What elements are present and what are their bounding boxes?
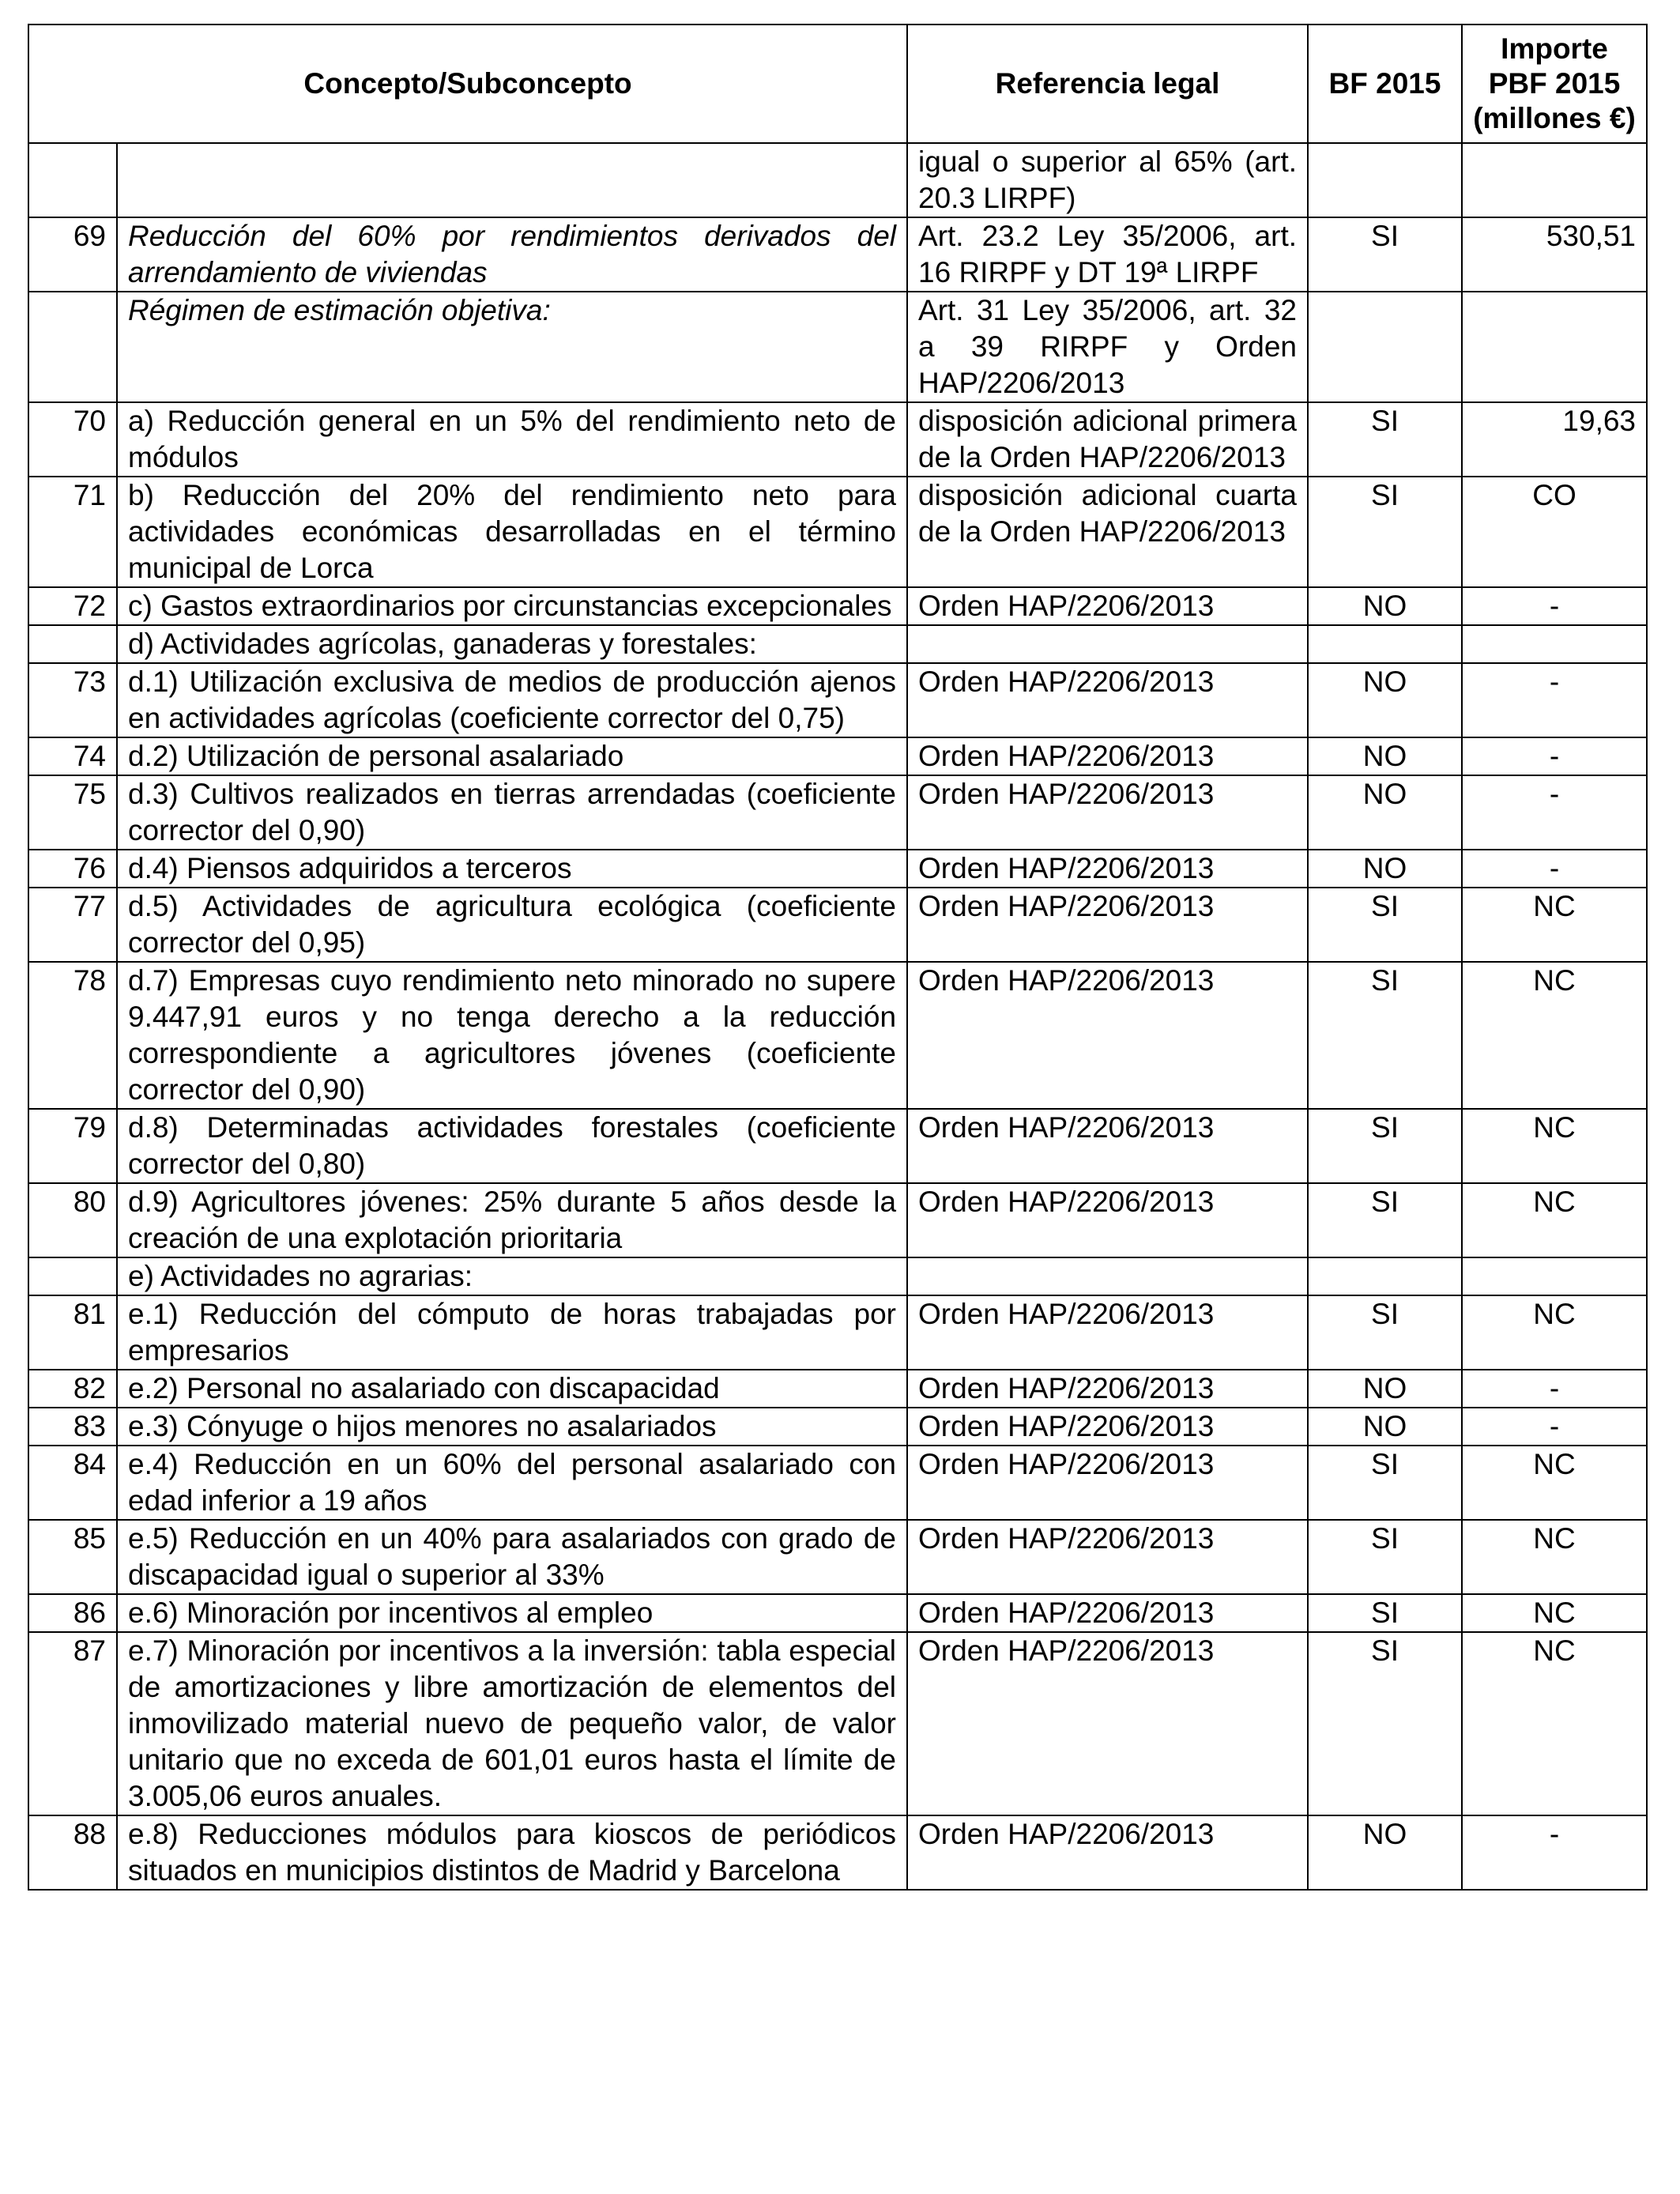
- table-row: [28, 1446, 1647, 1520]
- header-concept: Concepto/Subconcepto: [28, 25, 907, 143]
- bf-2015-cell: SI: [1308, 477, 1462, 587]
- legal-reference-cell: igual o superior al 65% (art. 20.3 LIRPF): [907, 143, 1308, 217]
- row-number: 72: [28, 587, 117, 625]
- row-number: 73: [28, 663, 117, 737]
- row-number: 85: [28, 1520, 117, 1594]
- row-number: [28, 625, 117, 663]
- legal-reference-cell: Orden HAP/2206/2013: [907, 1370, 1308, 1408]
- row-number: 79: [28, 1109, 117, 1183]
- row-number: 75: [28, 775, 117, 850]
- row-number: 81: [28, 1295, 117, 1370]
- amount-cell: NC: [1462, 1632, 1647, 1815]
- legal-reference-cell: Orden HAP/2206/2013: [907, 850, 1308, 888]
- amount-cell: NC: [1462, 1295, 1647, 1370]
- table-row: [28, 850, 1647, 888]
- bf-2015-cell: SI: [1308, 217, 1462, 292]
- concept-cell: e.3) Cónyuge o hijos menores no asalariados: [117, 1408, 907, 1446]
- amount-cell: NC: [1462, 888, 1647, 962]
- legal-reference-cell: Orden HAP/2206/2013: [907, 1295, 1308, 1370]
- bf-2015-cell: SI: [1308, 1520, 1462, 1594]
- amount-cell: [1462, 1257, 1647, 1295]
- table-row: [28, 1257, 1647, 1295]
- legal-reference-cell: Orden HAP/2206/2013: [907, 587, 1308, 625]
- row-number: 76: [28, 850, 117, 888]
- concept-cell: d) Actividades agrícolas, ganaderas y forestales:: [117, 625, 907, 663]
- concept-cell: e.5) Reducción en un 40% para asalariados con grado de discapacidad igual o superior al 33%: [117, 1520, 907, 1594]
- concept-cell: e.1) Reducción del cómputo de horas trabajadas por empresarios: [117, 1295, 907, 1370]
- bf-2015-cell: NO: [1308, 1815, 1462, 1890]
- row-number: 82: [28, 1370, 117, 1408]
- bf-2015-cell: NO: [1308, 737, 1462, 775]
- table-row: [28, 402, 1647, 477]
- amount-cell: NC: [1462, 1446, 1647, 1520]
- table-row: [28, 1370, 1647, 1408]
- table-row: [28, 143, 1647, 217]
- row-number: [28, 1257, 117, 1295]
- header-amount: Importe PBF 2015 (millones €): [1462, 25, 1647, 143]
- amount-cell: -: [1462, 1408, 1647, 1446]
- bf-2015-cell: [1308, 625, 1462, 663]
- bf-2015-cell: SI: [1308, 888, 1462, 962]
- row-number: 80: [28, 1183, 117, 1257]
- legal-reference-cell: Art. 31 Ley 35/2006, art. 32 a 39 RIRPF y Orden HAP/2206/2013: [907, 292, 1308, 402]
- legal-reference-cell: Orden HAP/2206/2013: [907, 1446, 1308, 1520]
- row-number: 84: [28, 1446, 117, 1520]
- table-row: [28, 1183, 1647, 1257]
- amount-cell: -: [1462, 737, 1647, 775]
- table-body: [28, 143, 1647, 1890]
- table-row: [28, 587, 1647, 625]
- legal-reference-cell: Orden HAP/2206/2013: [907, 775, 1308, 850]
- amount-cell: [1462, 143, 1647, 217]
- table-row: [28, 1109, 1647, 1183]
- amount-cell: -: [1462, 587, 1647, 625]
- table-row: [28, 625, 1647, 663]
- bf-2015-cell: NO: [1308, 1370, 1462, 1408]
- amount-cell: NC: [1462, 1520, 1647, 1594]
- row-number: 83: [28, 1408, 117, 1446]
- table-header-row: [28, 25, 1647, 143]
- concept-cell: d.3) Cultivos realizados en tierras arrendadas (coeficiente corrector del 0,90): [117, 775, 907, 850]
- concept-cell: d.1) Utilización exclusiva de medios de producción ajenos en actividades agrícolas (coeficiente corrector del 0,75): [117, 663, 907, 737]
- bf-2015-cell: NO: [1308, 850, 1462, 888]
- concept-cell: d.9) Agricultores jóvenes: 25% durante 5 años desde la creación de una explotación prioritaria: [117, 1183, 907, 1257]
- table-row: [28, 737, 1647, 775]
- amount-cell: -: [1462, 1815, 1647, 1890]
- table-row: [28, 1295, 1647, 1370]
- bf-2015-cell: NO: [1308, 663, 1462, 737]
- table-row: [28, 1408, 1647, 1446]
- legal-reference-cell: Orden HAP/2206/2013: [907, 888, 1308, 962]
- row-number: 70: [28, 402, 117, 477]
- amount-cell: CO: [1462, 477, 1647, 587]
- bf-2015-cell: SI: [1308, 1446, 1462, 1520]
- bf-2015-cell: [1308, 292, 1462, 402]
- amount-cell: NC: [1462, 1109, 1647, 1183]
- legal-reference-cell: Orden HAP/2206/2013: [907, 1408, 1308, 1446]
- bf-2015-cell: SI: [1308, 1594, 1462, 1632]
- legal-reference-cell: Orden HAP/2206/2013: [907, 962, 1308, 1109]
- bf-2015-cell: SI: [1308, 962, 1462, 1109]
- legal-reference-cell: [907, 625, 1308, 663]
- amount-cell: NC: [1462, 1183, 1647, 1257]
- legal-reference-cell: Orden HAP/2206/2013: [907, 1815, 1308, 1890]
- bf-2015-cell: [1308, 1257, 1462, 1295]
- table-row: [28, 1594, 1647, 1632]
- legal-reference-cell: disposición adicional cuarta de la Orden HAP/2206/2013: [907, 477, 1308, 587]
- table-row: [28, 888, 1647, 962]
- bf-2015-cell: SI: [1308, 1632, 1462, 1815]
- legal-reference-cell: Orden HAP/2206/2013: [907, 1109, 1308, 1183]
- concept-cell: c) Gastos extraordinarios por circunstancias excepcionales: [117, 587, 907, 625]
- amount-cell: [1462, 292, 1647, 402]
- header-legal-reference: Referencia legal: [907, 25, 1308, 143]
- amount-cell: NC: [1462, 962, 1647, 1109]
- amount-cell: -: [1462, 663, 1647, 737]
- bf-2015-cell: NO: [1308, 1408, 1462, 1446]
- row-number: [28, 292, 117, 402]
- table-row: [28, 775, 1647, 850]
- bf-2015-cell: NO: [1308, 587, 1462, 625]
- row-number: [28, 143, 117, 217]
- legal-reference-cell: [907, 1257, 1308, 1295]
- amount-cell: 19,63: [1462, 402, 1647, 477]
- table-row: [28, 663, 1647, 737]
- table-row: [28, 962, 1647, 1109]
- concept-cell: e.8) Reducciones módulos para kioscos de periódicos situados en municipios distintos de Madrid y Barcelona: [117, 1815, 907, 1890]
- bf-2015-cell: SI: [1308, 1183, 1462, 1257]
- concept-cell: d.5) Actividades de agricultura ecológica (coeficiente corrector del 0,95): [117, 888, 907, 962]
- row-number: 88: [28, 1815, 117, 1890]
- legal-reference-cell: Orden HAP/2206/2013: [907, 1632, 1308, 1815]
- concept-cell: Régimen de estimación objetiva:: [117, 292, 907, 402]
- row-number: 74: [28, 737, 117, 775]
- legal-reference-cell: Orden HAP/2206/2013: [907, 1183, 1308, 1257]
- table-row: [28, 1815, 1647, 1890]
- concept-cell: a) Reducción general en un 5% del rendimiento neto de módulos: [117, 402, 907, 477]
- concept-cell: b) Reducción del 20% del rendimiento neto para actividades económicas desarrolladas en el término municipal de Lorca: [117, 477, 907, 587]
- legal-reference-cell: Orden HAP/2206/2013: [907, 737, 1308, 775]
- table-row: [28, 477, 1647, 587]
- table-row: [28, 292, 1647, 402]
- table-row: [28, 1632, 1647, 1815]
- concept-cell: d.8) Determinadas actividades forestales (coeficiente corrector del 0,80): [117, 1109, 907, 1183]
- legal-reference-cell: Orden HAP/2206/2013: [907, 1594, 1308, 1632]
- row-number: 87: [28, 1632, 117, 1815]
- bf-2015-cell: NO: [1308, 775, 1462, 850]
- concept-cell: e) Actividades no agrarias:: [117, 1257, 907, 1295]
- legal-reference-cell: Orden HAP/2206/2013: [907, 663, 1308, 737]
- bf-2015-cell: [1308, 143, 1462, 217]
- concept-cell: e.7) Minoración por incentivos a la inversión: tabla especial de amortizaciones y libre amortización de elementos del inmovilizado material nuevo de pequeño valor, de valor unitario que no exceda de 601,01 euros hasta el límite de 3.005,06 euros anuales.: [117, 1632, 907, 1815]
- legal-reference-cell: Orden HAP/2206/2013: [907, 1520, 1308, 1594]
- amount-cell: 530,51: [1462, 217, 1647, 292]
- amount-cell: NC: [1462, 1594, 1647, 1632]
- amount-cell: [1462, 625, 1647, 663]
- row-number: 86: [28, 1594, 117, 1632]
- table-row: [28, 217, 1647, 292]
- concept-cell: d.4) Piensos adquiridos a terceros: [117, 850, 907, 888]
- row-number: 71: [28, 477, 117, 587]
- amount-cell: -: [1462, 1370, 1647, 1408]
- concept-cell: d.2) Utilización de personal asalariado: [117, 737, 907, 775]
- concept-cell: d.7) Empresas cuyo rendimiento neto minorado no supere 9.447,91 euros y no tenga derecho a la reducción correspondiente a agricultores jóvenes (coeficiente corrector del 0,90): [117, 962, 907, 1109]
- amount-cell: -: [1462, 775, 1647, 850]
- amount-cell: -: [1462, 850, 1647, 888]
- row-number: 77: [28, 888, 117, 962]
- tax-benefits-table: [28, 24, 1648, 1891]
- header-bf-2015: BF 2015: [1308, 25, 1462, 143]
- concept-cell: e.6) Minoración por incentivos al empleo: [117, 1594, 907, 1632]
- row-number: 69: [28, 217, 117, 292]
- bf-2015-cell: SI: [1308, 1295, 1462, 1370]
- concept-cell: Reducción del 60% por rendimientos derivados del arrendamiento de viviendas: [117, 217, 907, 292]
- bf-2015-cell: SI: [1308, 1109, 1462, 1183]
- concept-cell: e.4) Reducción en un 60% del personal asalariado con edad inferior a 19 años: [117, 1446, 907, 1520]
- concept-cell: [117, 143, 907, 217]
- row-number: 78: [28, 962, 117, 1109]
- legal-reference-cell: disposición adicional primera de la Orden HAP/2206/2013: [907, 402, 1308, 477]
- concept-cell: e.2) Personal no asalariado con discapacidad: [117, 1370, 907, 1408]
- legal-reference-cell: Art. 23.2 Ley 35/2006, art. 16 RIRPF y DT 19ª LIRPF: [907, 217, 1308, 292]
- bf-2015-cell: SI: [1308, 402, 1462, 477]
- table-row: [28, 1520, 1647, 1594]
